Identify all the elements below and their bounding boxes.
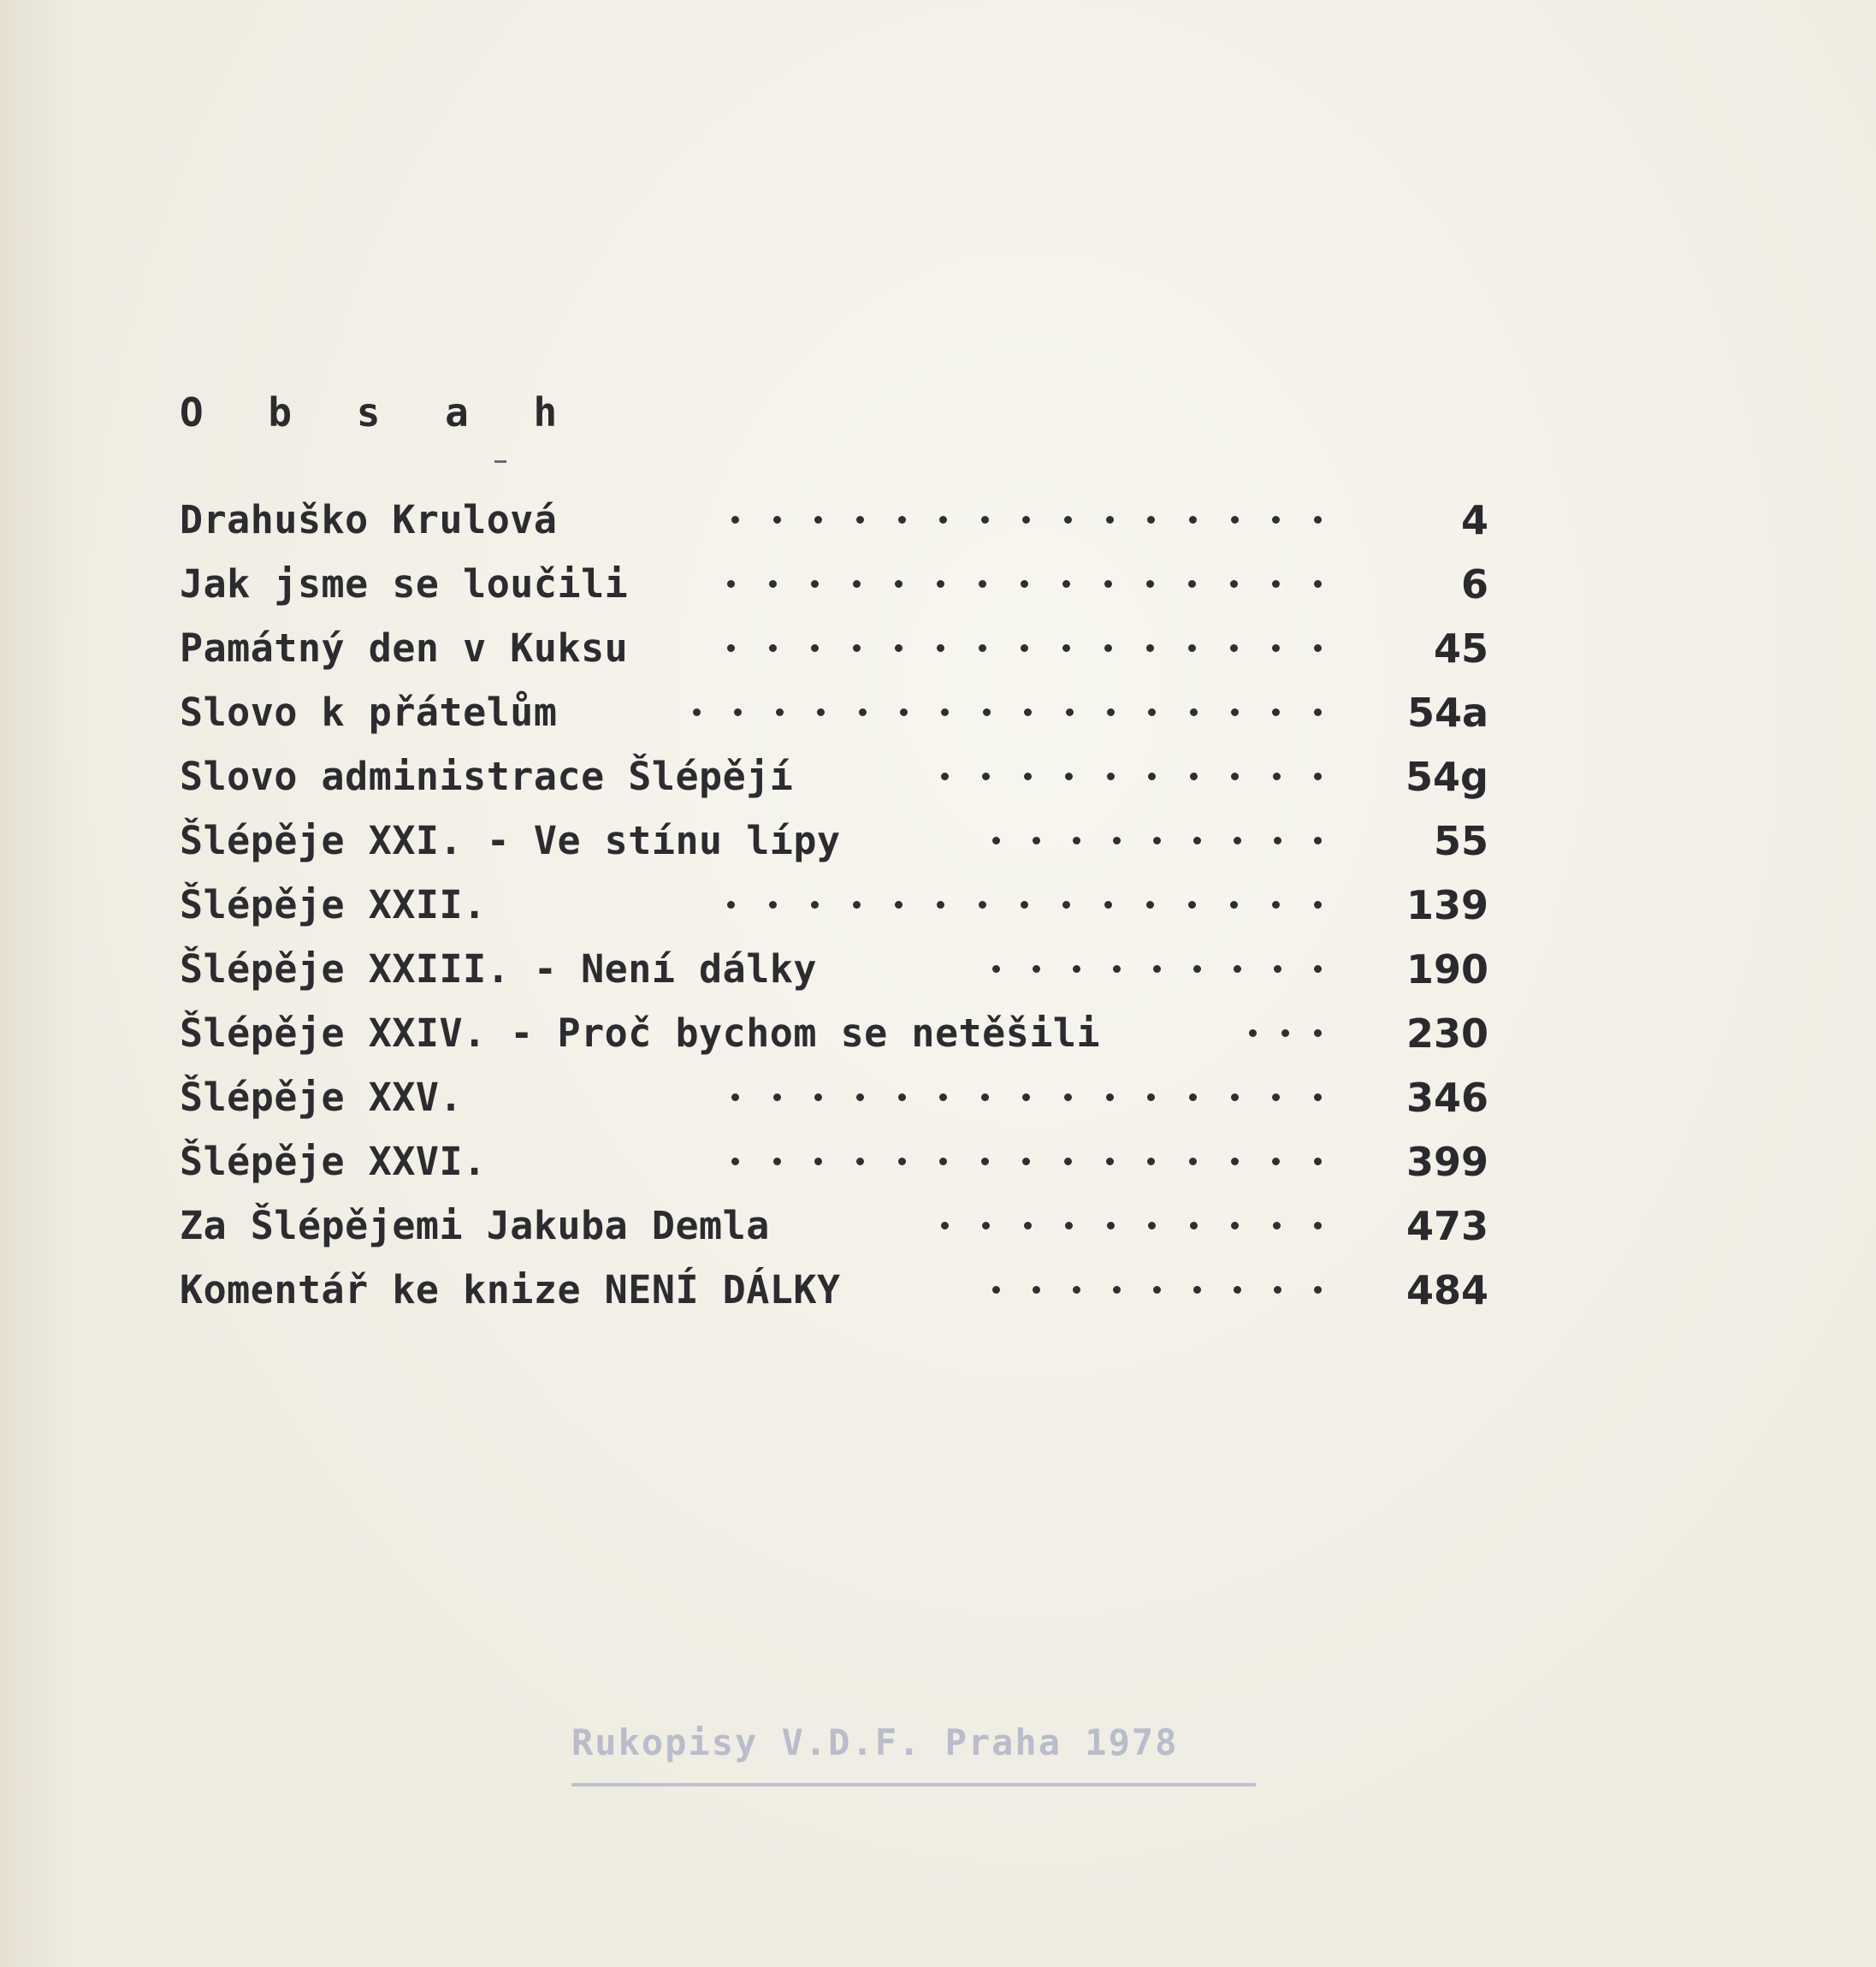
leader-dot [1272, 1093, 1280, 1101]
leader-dot [1147, 1093, 1155, 1101]
leader-dot [982, 773, 990, 780]
leader-dot [979, 644, 986, 652]
toc-page-number: 4 [1460, 496, 1488, 543]
toc-page-number: 346 [1406, 1074, 1488, 1121]
leader-dot [1189, 1093, 1197, 1101]
leader-dot [1190, 708, 1198, 716]
dot-leader [941, 773, 1322, 780]
leader-dot [1073, 837, 1080, 844]
leader-dot [1107, 1222, 1115, 1229]
leader-dot [939, 516, 947, 524]
leader-dot [1314, 580, 1322, 588]
toc-title: Jak jsme se loučili [180, 561, 629, 607]
leader-dot [941, 708, 949, 716]
leader-dot [769, 644, 777, 652]
leader-dot [1146, 580, 1154, 588]
leader-dot [1231, 1093, 1239, 1101]
toc-row [180, 937, 1488, 1001]
leader-dot [1062, 580, 1070, 588]
leader-dot [1064, 516, 1072, 524]
leader-dot [1272, 901, 1280, 909]
leader-dot [1274, 965, 1281, 973]
leader-dot [1314, 1222, 1322, 1229]
toc-page-number: 473 [1406, 1202, 1488, 1249]
leader-dot [898, 1158, 906, 1165]
leader-dot [898, 1093, 906, 1101]
toc-row [180, 1065, 1488, 1129]
leader-dot [1234, 965, 1241, 973]
leader-dot [1188, 901, 1196, 909]
leader-dot [895, 644, 902, 652]
dot-leader [693, 708, 1322, 716]
dot-leader [731, 1158, 1322, 1165]
leader-dot [1230, 580, 1238, 588]
dot-leader [992, 965, 1322, 973]
leader-dot [1281, 1029, 1289, 1037]
leader-dot [853, 644, 861, 652]
dot-leader [727, 644, 1322, 652]
leader-dot [859, 708, 867, 716]
leader-dot [1189, 1158, 1197, 1165]
leader-dot [1113, 1286, 1121, 1294]
leader-dot [811, 901, 819, 909]
leader-dot [1234, 1286, 1241, 1294]
toc-row [180, 616, 1488, 680]
leader-dot [937, 901, 944, 909]
leader-dot [900, 708, 908, 716]
leader-dot [1065, 773, 1073, 780]
toc-page-number: 399 [1406, 1138, 1488, 1185]
imprint-stamp: Rukopisy V.D.F. Praha 1978 [571, 1721, 1179, 1763]
leader-dot [727, 644, 735, 652]
leader-dot [1314, 1029, 1322, 1037]
leader-dot [1314, 708, 1322, 716]
leader-dot [1231, 773, 1239, 780]
leader-dot [693, 708, 701, 716]
leader-dot [1314, 1093, 1322, 1101]
leader-dot [811, 644, 819, 652]
toc-page-number: 45 [1433, 625, 1488, 672]
leader-dot [1062, 901, 1070, 909]
toc-row [180, 552, 1488, 616]
toc-row [180, 744, 1488, 809]
dot-leader [731, 516, 1322, 524]
typewriter-mark [494, 460, 506, 463]
dot-leader [992, 837, 1322, 844]
leader-dot [776, 708, 784, 716]
leader-dot [1147, 516, 1155, 524]
leader-dot [1272, 580, 1280, 588]
leader-dot [1033, 837, 1040, 844]
toc-page-number: 6 [1460, 560, 1488, 607]
toc-page-number: 54a [1406, 689, 1488, 736]
leader-dot [1273, 1222, 1281, 1229]
leader-dot [983, 708, 991, 716]
leader-dot [773, 1158, 781, 1165]
leader-dot [1314, 901, 1322, 909]
toc-title: Šlépěje XXIII. - Není dálky [180, 946, 817, 992]
toc-page-number: 54g [1406, 753, 1488, 800]
toc-title: Slovo administrace Šlépějí [180, 754, 794, 799]
leader-dot [1024, 708, 1032, 716]
toc-row [180, 1001, 1488, 1065]
leader-dot [941, 1222, 949, 1229]
leader-dot [1193, 837, 1201, 844]
leader-dot [1190, 773, 1198, 780]
leader-dot [1274, 837, 1281, 844]
leader-dot [1314, 837, 1322, 844]
dot-leader [941, 1222, 1322, 1229]
toc-title: Za Šlépějemi Jakuba Demla [180, 1203, 770, 1248]
leader-dot [1314, 1286, 1322, 1294]
leader-dot [731, 516, 739, 524]
leader-dot [814, 1093, 822, 1101]
leader-dot [1113, 837, 1121, 844]
toc-title: Šlépěje XXV. [180, 1075, 464, 1120]
leader-dot [1231, 516, 1239, 524]
leader-dot [1033, 1286, 1040, 1294]
leader-dot [1272, 516, 1280, 524]
leader-dot [856, 1158, 864, 1165]
leader-dot [1193, 1286, 1201, 1294]
leader-dot [1104, 644, 1112, 652]
leader-dot [1314, 1158, 1322, 1165]
leader-dot [1230, 901, 1238, 909]
dot-leader [992, 1286, 1322, 1294]
leader-dot [1272, 644, 1280, 652]
leader-dot [1314, 773, 1322, 780]
leader-dot [814, 1158, 822, 1165]
toc-title: Šlépěje XXI. - Ve stínu lípy [180, 818, 841, 863]
toc-page-number: 484 [1406, 1266, 1488, 1313]
leader-dot [1272, 1158, 1280, 1165]
toc-title: Slovo k přátelům [180, 690, 558, 735]
leader-dot [1064, 1093, 1072, 1101]
leader-dot [853, 580, 861, 588]
leader-dot [817, 708, 825, 716]
leader-dot [981, 1158, 989, 1165]
leader-dot [939, 1093, 947, 1101]
leader-dot [731, 1158, 739, 1165]
toc-title: Šlépěje XXVI. [180, 1139, 487, 1184]
leader-dot [1107, 773, 1115, 780]
leader-dot [992, 965, 1000, 973]
toc-row [180, 680, 1488, 744]
leader-dot [937, 580, 944, 588]
toc-title: Šlépěje XXII. [180, 882, 487, 927]
leader-dot [769, 580, 777, 588]
toc-row [180, 1194, 1488, 1258]
leader-dot [1153, 837, 1161, 844]
leader-dot [1153, 1286, 1161, 1294]
leader-dot [769, 901, 777, 909]
toc-title: Komentář ke knize NENÍ DÁLKY [180, 1267, 841, 1312]
leader-dot [992, 1286, 1000, 1294]
leader-dot [853, 901, 861, 909]
leader-dot [1113, 965, 1121, 973]
leader-dot [982, 1222, 990, 1229]
leader-dot [1024, 1222, 1032, 1229]
toc-row [180, 488, 1488, 552]
leader-dot [1064, 1158, 1072, 1165]
leader-dot [1230, 644, 1238, 652]
leader-dot [814, 516, 822, 524]
toc-row [180, 1129, 1488, 1194]
toc-page-number: 139 [1406, 881, 1488, 928]
toc-row [180, 873, 1488, 937]
leader-dot [981, 1093, 989, 1101]
toc-row [180, 1258, 1488, 1322]
leader-dot [937, 644, 944, 652]
leader-dot [895, 901, 902, 909]
leader-dot [1231, 708, 1239, 716]
leader-dot [979, 901, 986, 909]
leader-dot [727, 580, 735, 588]
leader-dot [1022, 1093, 1030, 1101]
toc-row [180, 809, 1488, 873]
leader-dot [1106, 1158, 1114, 1165]
leader-dot [1272, 708, 1280, 716]
leader-dot [856, 1093, 864, 1101]
leader-dot [1193, 965, 1201, 973]
leader-dot [1314, 516, 1322, 524]
toc-title: Šlépěje XXIV. - Proč bychom se netěšili [180, 1010, 1101, 1056]
leader-dot [1147, 1158, 1155, 1165]
table-of-contents [180, 488, 1488, 1322]
dot-leader [727, 901, 1322, 909]
leader-dot [1188, 644, 1196, 652]
leader-dot [1022, 1158, 1030, 1165]
leader-dot [1274, 1286, 1281, 1294]
leader-dot [773, 1093, 781, 1101]
leader-dot [856, 516, 864, 524]
leader-dot [1107, 708, 1115, 716]
toc-page-number: 55 [1433, 817, 1488, 864]
leader-dot [1033, 965, 1040, 973]
leader-dot [1022, 516, 1030, 524]
leader-dot [898, 516, 906, 524]
leader-dot [1231, 1158, 1239, 1165]
leader-dot [1073, 1286, 1080, 1294]
leader-dot [939, 1158, 947, 1165]
leader-dot [979, 580, 986, 588]
leader-dot [1249, 1029, 1257, 1037]
leader-dot [1146, 901, 1154, 909]
dot-leader [1249, 1029, 1322, 1037]
leader-dot [1188, 580, 1196, 588]
leader-dot [1066, 708, 1074, 716]
leader-dot [1065, 1222, 1073, 1229]
leader-dot [1062, 644, 1070, 652]
leader-dot [1273, 773, 1281, 780]
leader-dot [1021, 580, 1028, 588]
leader-dot [731, 1093, 739, 1101]
leader-dot [895, 580, 902, 588]
leader-dot [941, 773, 949, 780]
leader-dot [727, 901, 735, 909]
leader-dot [1104, 580, 1112, 588]
dot-leader [731, 1093, 1322, 1101]
page-title: O b s a h [180, 389, 578, 435]
leader-dot [1153, 965, 1161, 973]
leader-dot [1234, 837, 1241, 844]
toc-page-number: 190 [1406, 945, 1488, 992]
leader-dot [1189, 516, 1197, 524]
leader-dot [1148, 773, 1156, 780]
dot-leader [727, 580, 1322, 588]
leader-dot [981, 516, 989, 524]
toc-title: Památný den v Kuksu [180, 625, 629, 671]
leader-dot [1021, 644, 1028, 652]
leader-dot [734, 708, 742, 716]
leader-dot [1314, 644, 1322, 652]
imprint-underline [571, 1783, 1256, 1786]
leader-dot [1073, 965, 1080, 973]
leader-dot [1148, 708, 1156, 716]
leader-dot [992, 837, 1000, 844]
leader-dot [1146, 644, 1154, 652]
leader-dot [1148, 1222, 1156, 1229]
leader-dot [1104, 901, 1112, 909]
leader-dot [1024, 773, 1032, 780]
leader-dot [1314, 965, 1322, 973]
leader-dot [1021, 901, 1028, 909]
leader-dot [1190, 1222, 1198, 1229]
leader-dot [1231, 1222, 1239, 1229]
toc-title: Drahuško Krulová [180, 497, 558, 542]
leader-dot [811, 580, 819, 588]
leader-dot [773, 516, 781, 524]
toc-page-number: 230 [1406, 1010, 1488, 1057]
leader-dot [1106, 1093, 1114, 1101]
leader-dot [1106, 516, 1114, 524]
